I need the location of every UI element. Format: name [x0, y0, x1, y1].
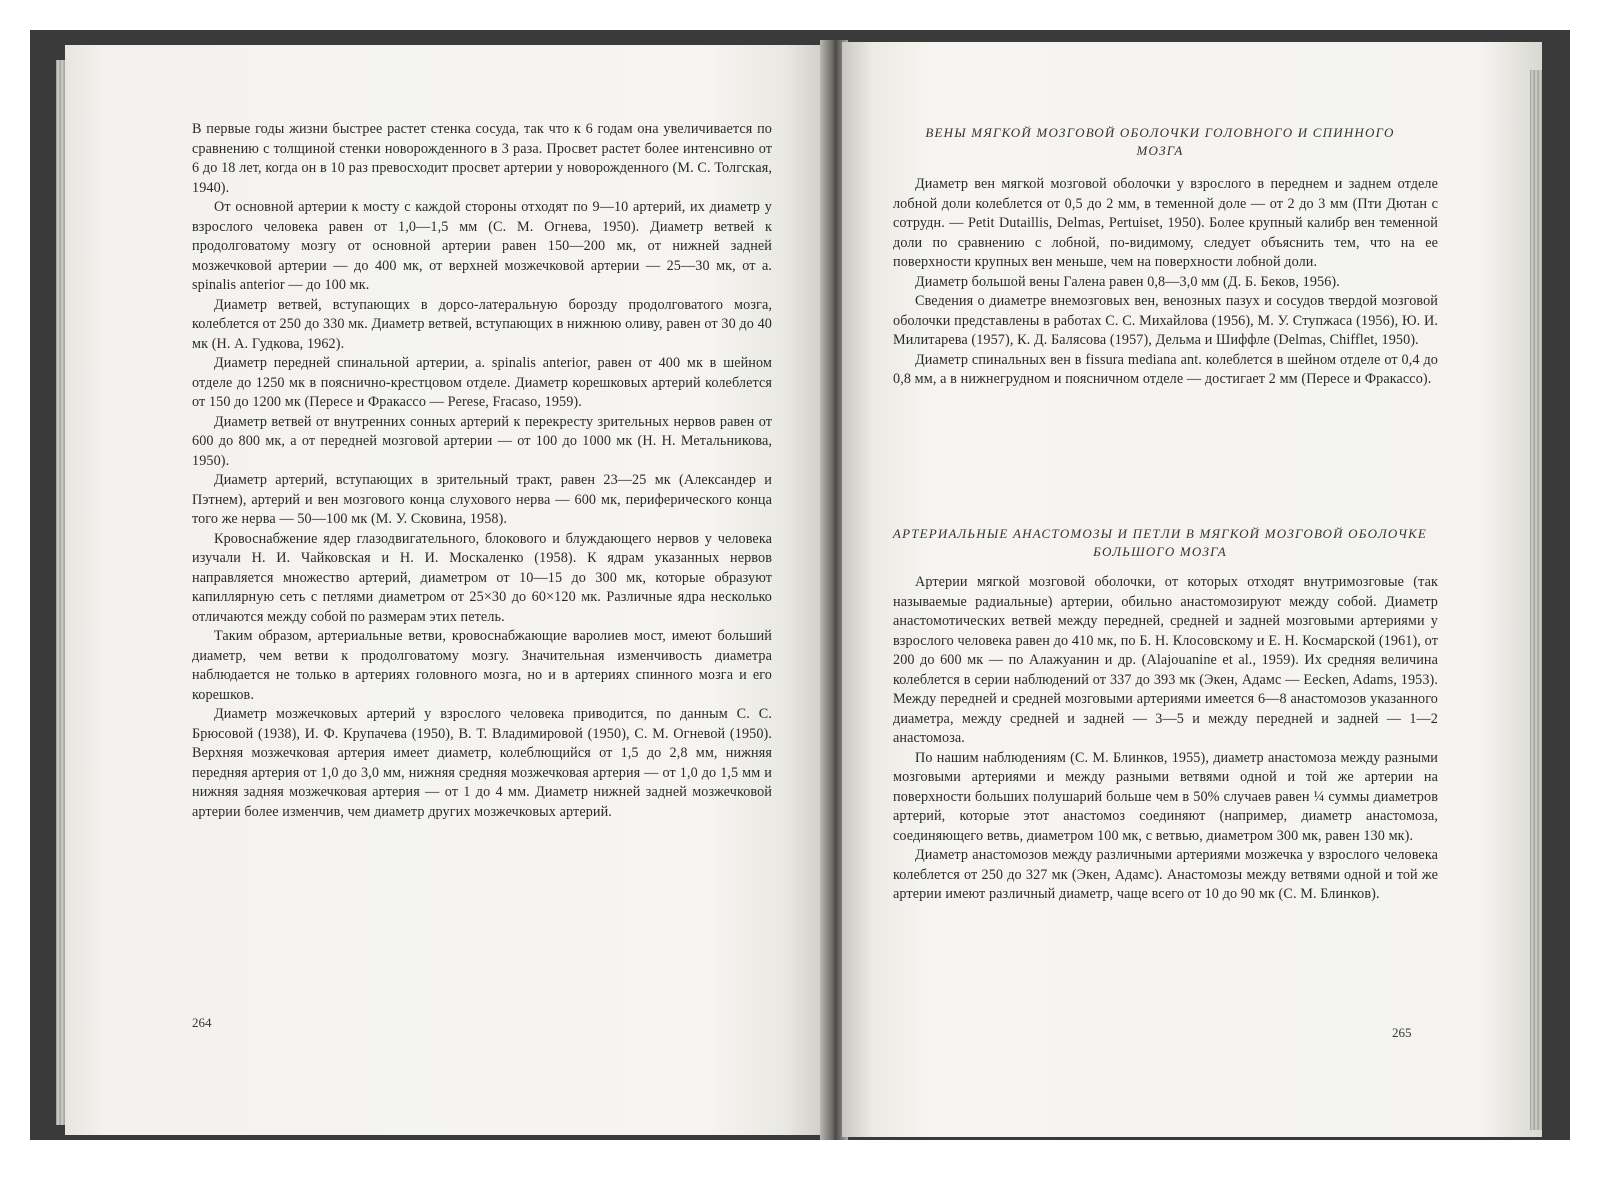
paragraph: Диаметр мозжечковых артерий у взрослого человека приводится, по данным С. С. Брюсовой (1938), И. Ф. Крупачева (1950), В. Т. Владимировой (1950), С. М. Огневой (1950). Верхняя мозжечковая артерия имеет диаметр, колеблющийся от 1,5 до 2,8 мм, нижняя передняя артерия от 1,0 до 3,0 мм, нижняя средняя мозжечковая артерия — от 1,0 до 1,5 мм и нижняя задняя мозжечковая артерия — от 1 до 4 мм. Диаметр нижней задней мозжечковой артерии более изменчив, чем диаметр других мозжечковых артерий.: [192, 706, 772, 820]
paragraph: Кровоснабжение ядер глазодвигательного, блокового и блуждающего нервов у человека изучали Н. И. Чайковская и Н. И. Москаленко (1958). К ядрам указанных нервов направляется множество артерий, диаметром от 10—15 до 300 мк, которые образуют капиллярную сеть с петлями диаметром от 25×30 до 60×120 мк. Различные ядра несколько отличаются между собой по размерам этих петель.: [192, 530, 772, 625]
right-page-text-section2: [893, 573, 1438, 905]
paragraph: Диаметр анастомозов между различными артериями мозжечка у взрослого человека колеблется от 250 до 327 мк (Экен, Адамс). Анастомозы между ветвями одной и той же артерии имеют различный диаметр, чаще всего от 10 до 90 мк (С. М. Блинков).: [893, 847, 1438, 902]
paragraph: Диаметр артерий, вступающих в зрительный тракт, равен 23—25 мк (Александер и Пэтнем), артерий и вен мозгового конца слухового нерва — 600 мк, периферического конца того же нерва — 50—100 мк (М. У. Сковина, 1958).: [192, 472, 772, 527]
section-heading-veins: ВЕНЫ МЯГКОЙ МОЗГОВОЙ ОБОЛОЧКИ ГОЛОВНОГО И СПИННОГО МОЗГА: [925, 125, 1395, 158]
page-number-left: 264: [192, 1015, 212, 1030]
right-page-text-section1: [893, 175, 1438, 390]
paragraph: Диаметр большой вены Галена равен 0,8—3,0 мм (Д. Б. Беков, 1956).: [915, 273, 1340, 290]
paragraph: В первые годы жизни быстрее растет стенка сосуда, так что к 6 годам она увеличивается по сравнению с толщиной стенки новорожденного в 3 раза. Просвет растет более интенсивно от 6 до 18 лет, когда он в 10 раз превосходит просвет артерии у новорожденного (М. С. Толгская, 1940).: [192, 121, 772, 196]
paragraph: Диаметр вен мягкой мозговой оболочки у взрослого в переднем и заднем отделе лобной доли колеблется от 0,5 до 2 мм, в теменной доле — от 2 до 3 мм (Пти Дютан с сотрудн. — Petit Dutaillis, Delmas, Pertuiset, 1950). Более крупный калибр вен теменной доли по сравнению с лобной, по-видимому, следует объяснить тем, что на ее поверхности крупных вен меньше, чем на поверхности лобной доли.: [893, 176, 1438, 270]
paragraph: Артерии мягкой мозговой оболочки, от которых отходят внутримозговые (так называемые радиальные) артерии, обильно анастомозируют между собой. Диаметр анастомотических ветвей между передней, средней и задней мозговыми артериями у взрослого человека равен до 410 мк, по Б. Н. Клосовскому и Е. Н. Космарской (1961), от 200 до 600 мк — по Алажуанин и др. (Alajouanine et al., 1959). Их средняя величина колеблется в серии наблюдений от 337 до 393 мк (Экен, Адамс — Eecken, Adams, 1953). Между передней и средней мозговыми артериями имеется 6—8 анастомозов указанного диаметра, между средней и задней — 3—5 и между передней и задней — 1—2 анастомоза.: [893, 574, 1438, 746]
page-number-right: 265: [1392, 1025, 1412, 1040]
section-heading-anastomoses: АРТЕРИАЛЬНЫЕ АНАСТОМОЗЫ И ПЕТЛИ В МЯГКОЙ МОЗГОВОЙ ОБОЛОЧКЕ БОЛЬШОГО МОЗГА: [892, 526, 1428, 559]
paragraph: Диаметр спинальных вен в fissura mediana ant. колеблется в шейном отделе от 0,4 до 0,8 мм, а в нижнегрудном и поясничном отделе — достигает 2 мм (Пересе и Фракассо).: [893, 351, 1438, 387]
paragraph: По нашим наблюдениям (С. М. Блинков, 1955), диаметр анастомоза между разными мозговыми артериями и между разными ветвями одной и той же артерии на поверхности больших полушарий больше чем в 50% случаев равен ¼ суммы диаметров артерий, которые этот анастомоз соединяют (например, диаметр анастомоза, соединяющего ветвь, диаметром 100 мк, с ветвью, диаметром 300 мк, равен 130 мк).: [893, 749, 1438, 844]
paragraph: Диаметр ветвей, вступающих в дорсо-латеральную борозду продолговатого мозга, колеблется от 250 до 330 мк. Диаметр ветвей, вступающих в нижнюю оливу, равен от 30 до 40 мк (Н. А. Гудкова, 1962).: [192, 296, 772, 352]
paragraph: Диаметр передней спинальной артерии, a. spinalis anterior, равен от 400 мк в шейном отделе до 1250 мк в пояснично-крестцовом отделе. Диаметр корешковых артерий колеблется от 150 до 1200 мк (Пересе и Фракассо — Perese, Fracaso, 1959).: [192, 355, 772, 410]
left-page-text: [192, 120, 772, 822]
paragraph: Сведения о диаметре внемозговых вен, венозных пазух и сосудов твердой мозговой оболочки представлены в работах С. С. Михайлова (1956), М. У. Ступжаса (1956), Ю. И. Милитарева (1957), К. Д. Балясова (1957), Дельма и Шиффле (Delmas, Chifflet, 1950).: [893, 293, 1438, 348]
paragraph: От основной артерии к мосту с каждой стороны отходят по 9—10 артерий, их диаметр у взрослого человека равен от 1,0—1,5 мм (С. М. Огнева, 1950). Диаметр ветвей к продолговатому мозгу от основной артерии равен 150—200 мк, от нижней задней мозжечковой артерии — до 400 мк, от верхней мозжечковой артерии — 25—30 мк, от a. spinalis anterior — до 100 мк.: [192, 199, 772, 293]
right-page-edges: [1530, 70, 1542, 1130]
paragraph: Таким образом, артериальные ветви, кровоснабжающие варолиев мост, имеют больший диаметр, чем ветви к продолговатому мозгу. Значительная изменчивость диаметра наблюдается не только в артериях головного мозга, но и в артериях спинного мозга и его корешков.: [192, 628, 772, 703]
paragraph: Диаметр ветвей от внутренних сонных артерий к перекресту зрительных нервов равен от 600 до 800 мк, а от передней мозговой артерии — от 100 до 1000 мк (Н. Н. Метальникова, 1950).: [192, 413, 772, 469]
